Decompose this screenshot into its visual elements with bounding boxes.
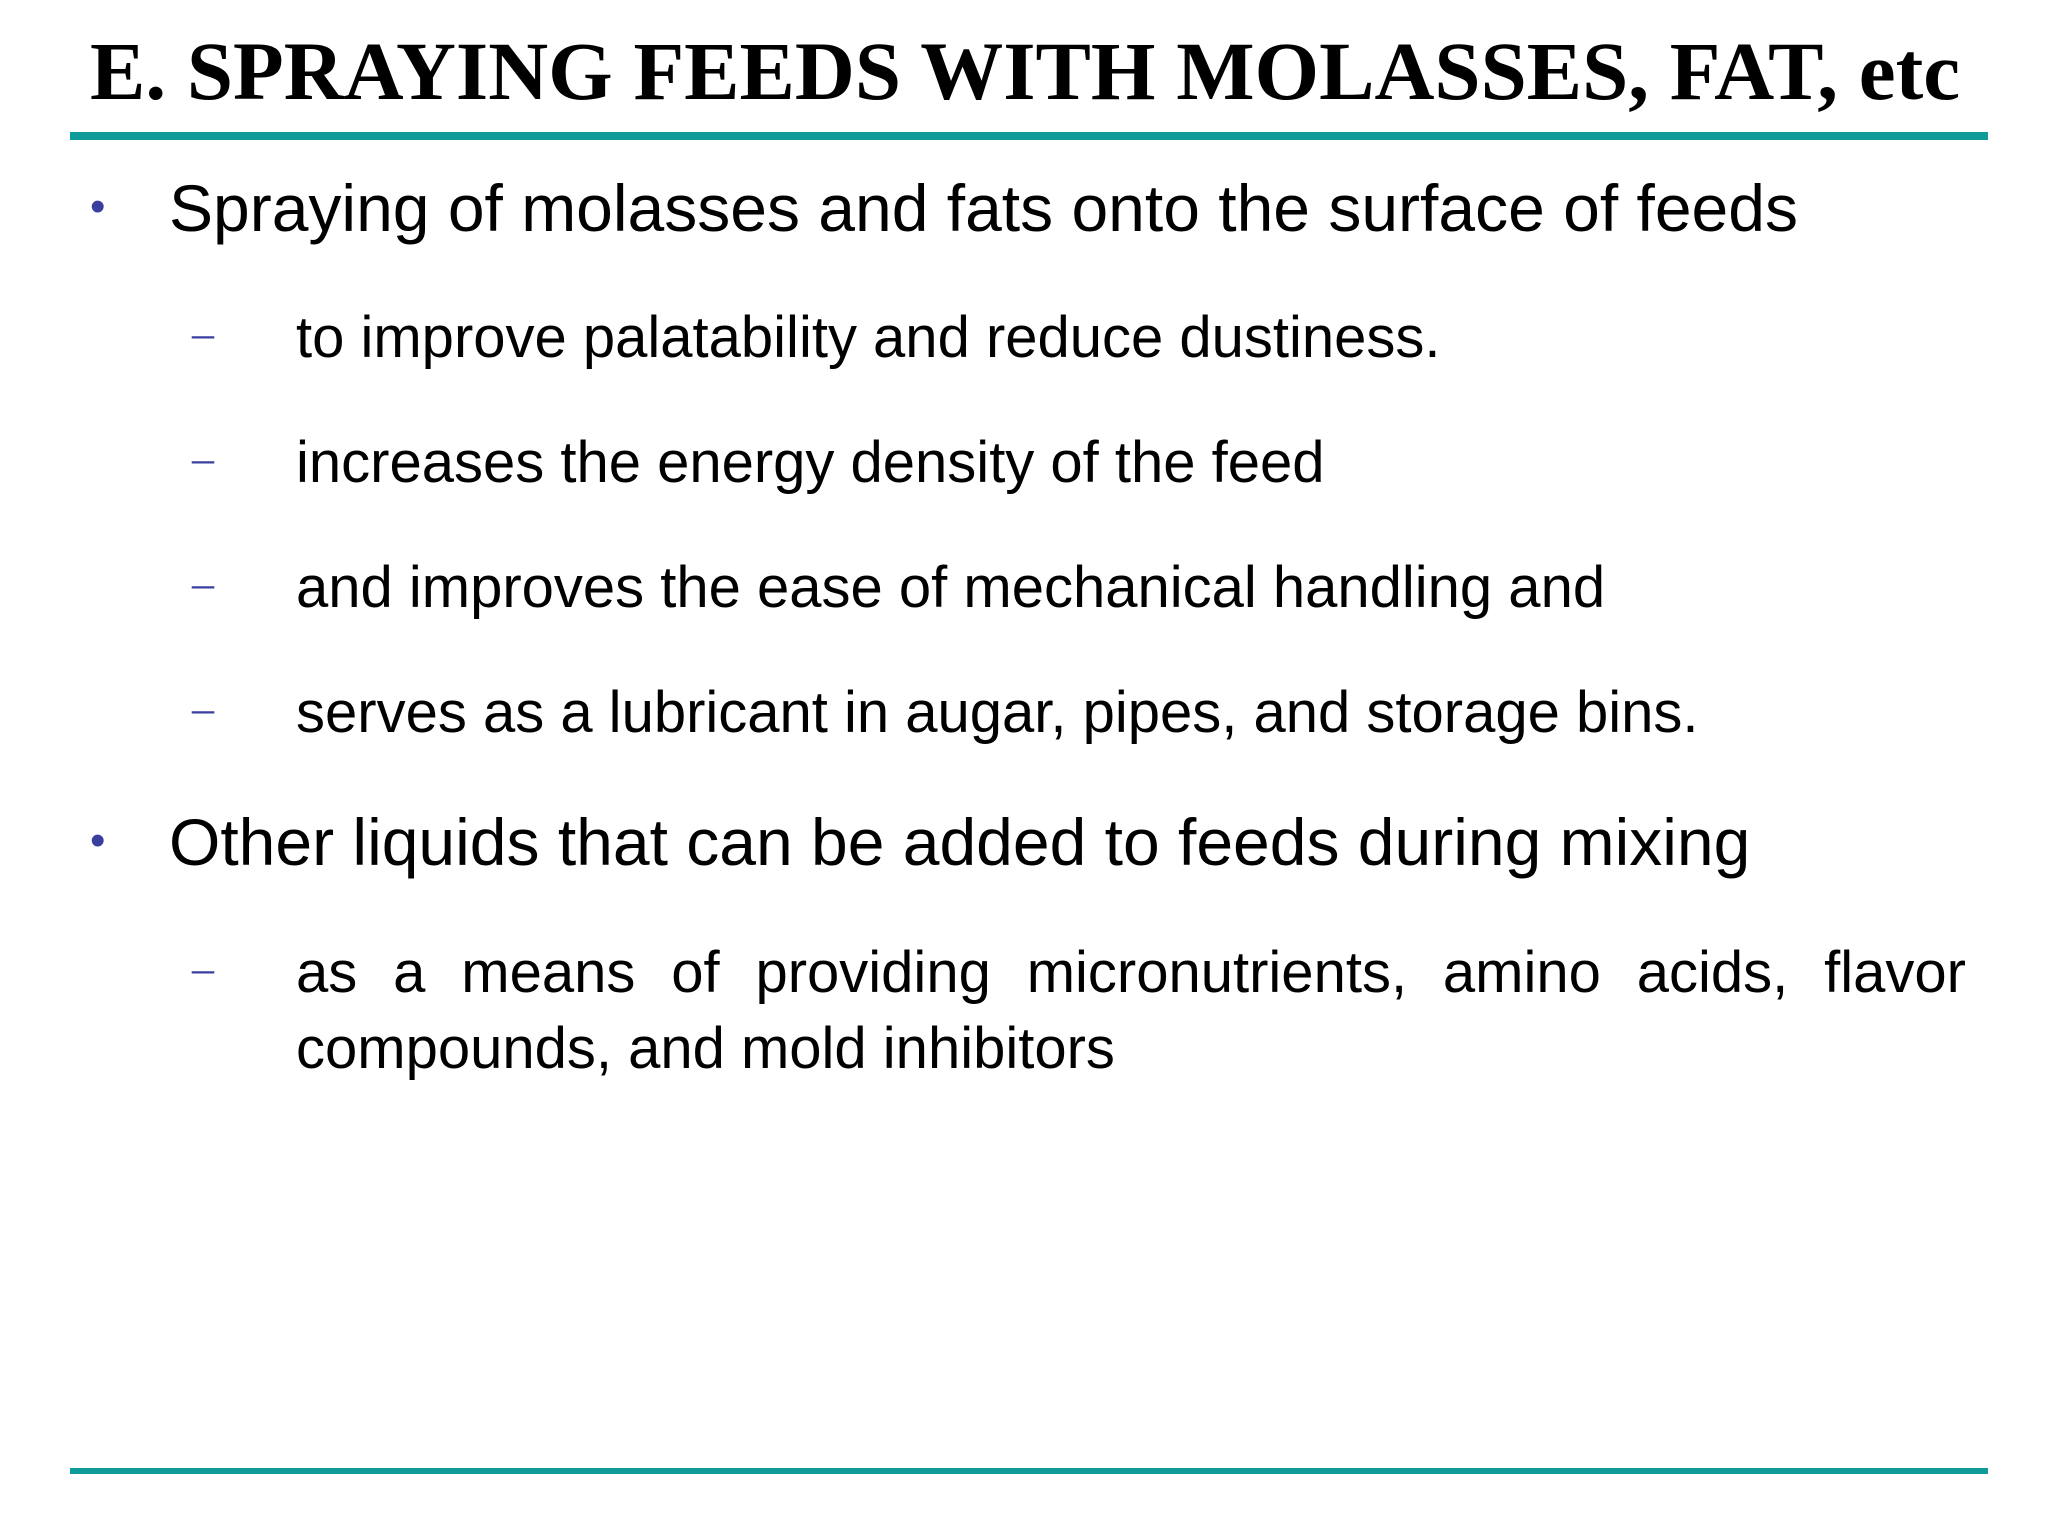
footer-divider — [70, 1468, 1988, 1474]
sub-bullet-text: and improves the ease of mechanical handling and — [296, 555, 1606, 620]
sub-bullet-marker: – — [192, 684, 214, 733]
bullet-marker: • — [90, 816, 106, 865]
sub-bullet-text: to improve palatability and reduce dustiness. — [296, 305, 1441, 370]
sub-bullet-marker: – — [192, 944, 214, 993]
title-divider — [70, 132, 1988, 140]
sub-bullet-marker: – — [192, 434, 214, 483]
sub-bullet-marker: – — [192, 559, 214, 608]
bullet-text: Spraying of molasses and fats onto the surface of feeds — [169, 171, 1798, 245]
sub-bullet-text: serves as a lubricant in augar, pipes, and storage bins. — [296, 680, 1699, 745]
sub-bullet-text: as a means of providing micronutrients, amino acids, flavor compounds, and mold inhibitors — [296, 940, 1966, 1081]
sub-bullet-text: increases the energy density of the feed — [296, 430, 1325, 495]
bullet-marker: • — [90, 182, 106, 231]
slide-title: E. SPRAYING FEEDS WITH MOLASSES, FAT, etc — [90, 25, 1961, 117]
sub-bullet-marker: – — [192, 309, 214, 358]
bullet-text: Other liquids that can be added to feeds during mixing — [169, 805, 1751, 879]
